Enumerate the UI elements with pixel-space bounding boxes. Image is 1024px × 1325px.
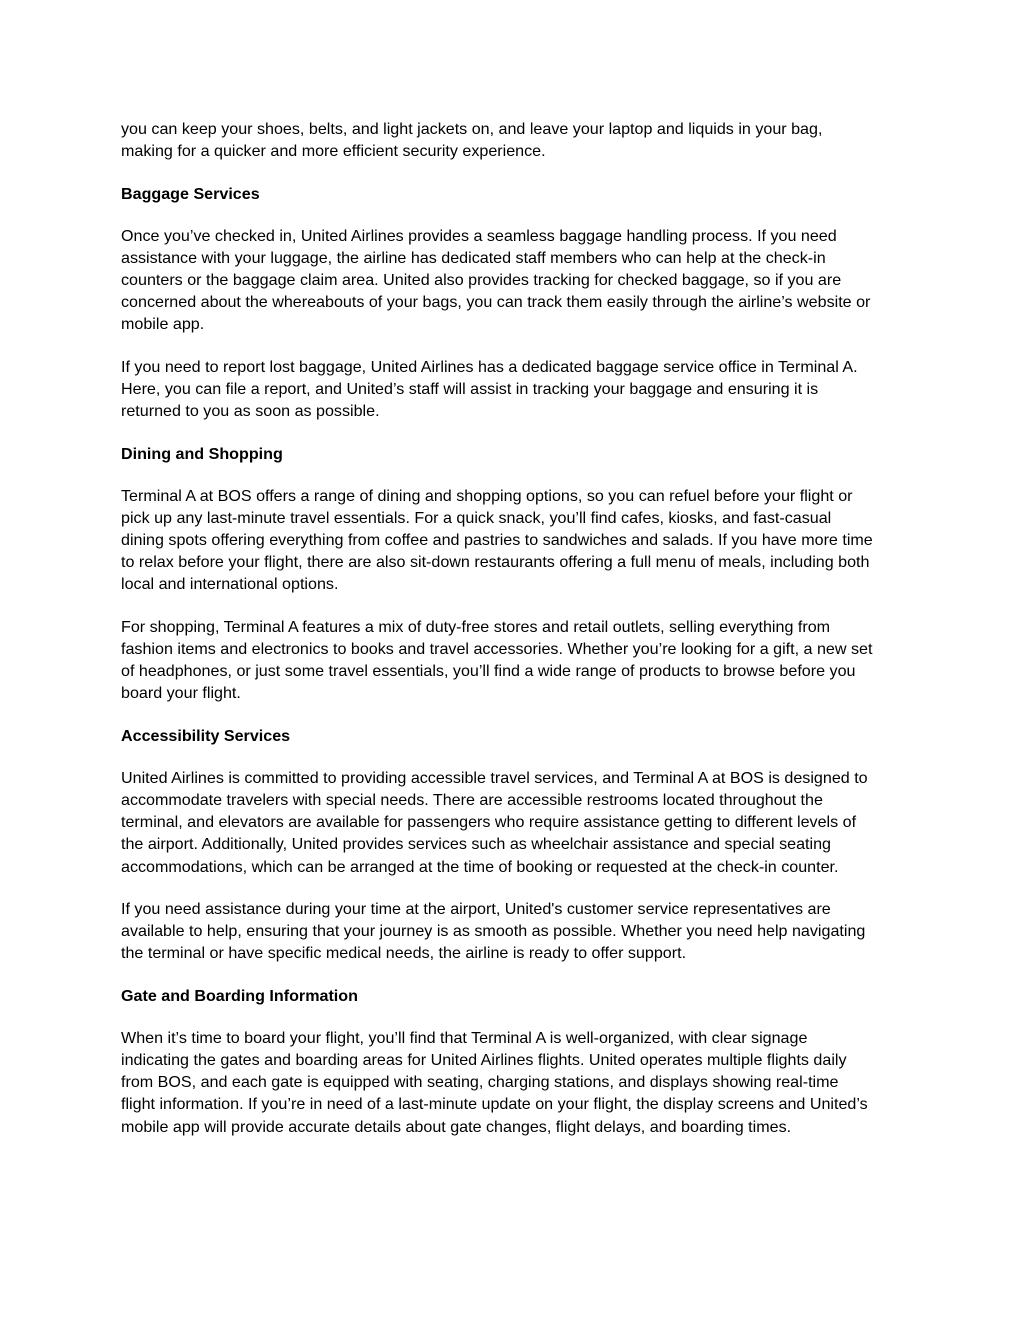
text-line: flight information. If you’re in need of a last-minute update on your flight, the display screens and United’s: [121, 1095, 868, 1114]
text-line: making for a quicker and more efficient security experience.: [121, 142, 546, 161]
text-line: Here, you can file a report, and United’s staff will assist in tracking your baggage and ensuring it is: [121, 380, 819, 399]
text-line: to relax before your flight, there are also sit-down restaurants offering a full menu of meals, including both: [121, 553, 870, 572]
text-line: Terminal A at BOS offers a range of dining and shopping options, so you can refuel before your flight or: [121, 487, 853, 506]
text-line: accommodate travelers with special needs. There are accessible restrooms located throughout the: [121, 791, 823, 810]
paragraph-baggage-handling: [121, 225, 911, 335]
section-heading-gate-boarding: [121, 985, 911, 1007]
heading-text: Gate and Boarding Information: [121, 986, 358, 1005]
text-line: terminal, and elevators are available for passengers who require assistance getting to different levels of: [121, 813, 857, 832]
text-line: the airport. Additionally, United provides services such as wheelchair assistance and special seating: [121, 835, 831, 854]
text-line: returned to you as soon as possible.: [121, 402, 380, 421]
text-line: assistance with your luggage, the airline has dedicated staff members who can help at the check-in: [121, 249, 826, 268]
text-line: the terminal or have specific medical needs, the airline is ready to offer support.: [121, 944, 687, 963]
text-line: counters or the baggage claim area. United also provides tracking for checked baggage, so if you are: [121, 271, 842, 290]
text-line: fashion items and electronics to books and travel accessories. Whether you’re looking for a gift, a new set: [121, 640, 873, 659]
text-line: If you need to report lost baggage, United Airlines has a dedicated baggage service office in Terminal A.: [121, 357, 858, 376]
text-line: of headphones, or just some travel essentials, you’ll find a wide range of products to browse before you: [121, 662, 856, 681]
section-heading-accessibility: [121, 725, 911, 747]
text-line: pick up any last-minute travel essentials. For a quick snack, you’ll find cafes, kiosks, and fast-casual: [121, 509, 832, 528]
paragraph-customer-service: [121, 898, 911, 964]
heading-text: Dining and Shopping: [121, 444, 283, 463]
heading-text: Baggage Services: [121, 184, 260, 203]
text-line: available to help, ensuring that your journey is as smooth as possible. Whether you need help navigating: [121, 922, 866, 941]
paragraph-accessibility: [121, 767, 911, 877]
paragraph-shopping: [121, 616, 911, 704]
text-line: from BOS, and each gate is equipped with seating, charging stations, and displays showing real-time: [121, 1073, 839, 1092]
document-page: [121, 118, 911, 1158]
text-line: accommodations, which can be arranged at the time of booking or requested at the check-in counter.: [121, 857, 839, 876]
paragraph-lost-baggage: [121, 356, 911, 422]
text-line: dining spots offering everything from coffee and pastries to sandwiches and salads. If you have more time: [121, 531, 873, 550]
text-line: indicating the gates and boarding areas for United Airlines flights. United operates multiple flights daily: [121, 1051, 847, 1070]
heading-text: Accessibility Services: [121, 726, 291, 745]
text-line: mobile app will provide accurate details about gate changes, flight delays, and boarding times.: [121, 1117, 792, 1136]
paragraph-security-intro: [121, 118, 911, 162]
text-line: When it’s time to board your flight, you’ll find that Terminal A is well-organized, with clear signage: [121, 1029, 808, 1048]
section-heading-baggage-services: [121, 183, 911, 205]
text-line: Once you’ve checked in, United Airlines provides a seamless baggage handling process. If you need: [121, 227, 837, 246]
text-line: local and international options.: [121, 575, 339, 594]
paragraph-dining: [121, 485, 911, 595]
text-line: If you need assistance during your time at the airport, United's customer service representatives are: [121, 900, 831, 919]
paragraph-gate-boarding: [121, 1027, 911, 1137]
text-line: For shopping, Terminal A features a mix of duty-free stores and retail outlets, selling everything from: [121, 617, 831, 636]
text-line: board your flight.: [121, 684, 241, 703]
text-line: concerned about the whereabouts of your bags, you can track them easily through the airline’s website or: [121, 293, 871, 312]
text-line: you can keep your shoes, belts, and light jackets on, and leave your laptop and liquids in your bag,: [121, 120, 823, 138]
text-line: United Airlines is committed to providing accessible travel services, and Terminal A at BOS is designed to: [121, 769, 868, 788]
section-heading-dining-shopping: [121, 443, 911, 465]
text-line: mobile app.: [121, 315, 205, 334]
